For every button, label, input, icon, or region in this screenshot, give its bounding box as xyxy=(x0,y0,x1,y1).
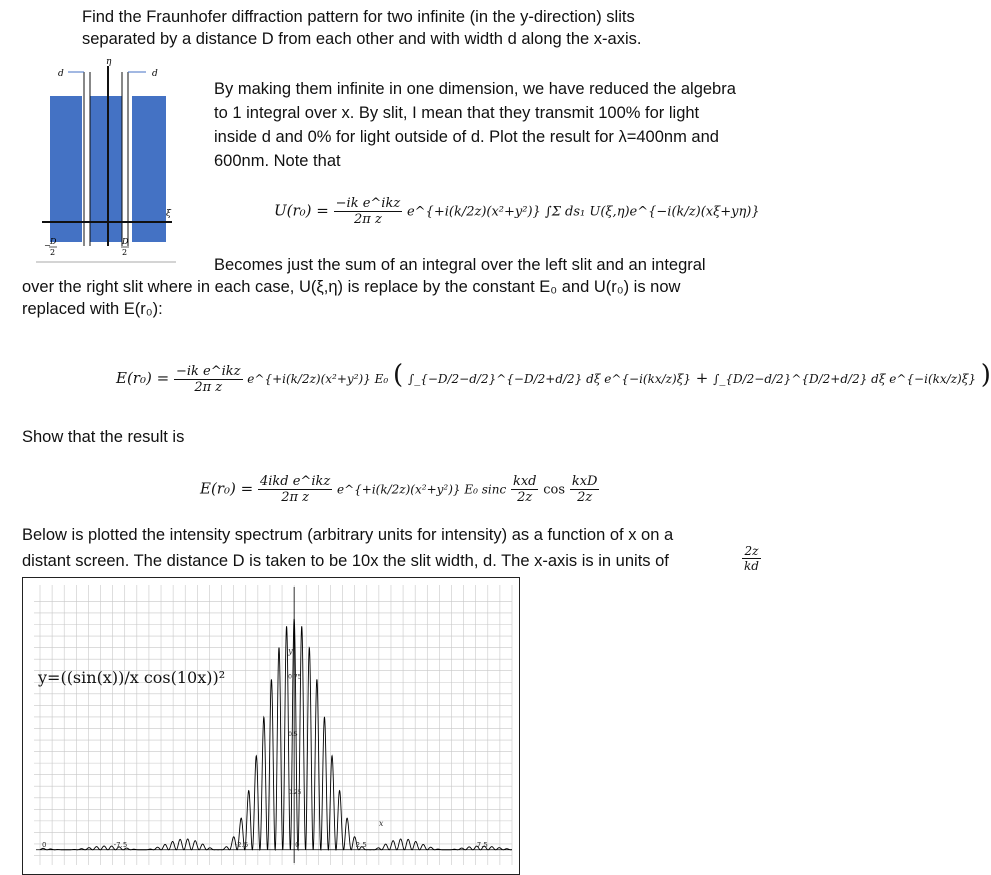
eq2-lhs: E(r₀) = xyxy=(116,369,170,387)
becomes-line-3: replaced with E(r₀): xyxy=(22,300,163,318)
equation-E-result xyxy=(200,474,599,505)
equation-E-integral: E(r₀) = $\frac{\text{−ik e\textasciicircum{}ikz}}{\text{2π z}}$ e^{+i(k/2z)(x²+y²)} E₀ ( ∫_{−D/2−d/2}^{−D/2+d/2} dξ e^{−i(kx/z)ξ} + ∫_{D/2−d/2}^{D/2+d/2} dξ e^{−i(kx/z)ξ} ) xyxy=(116,360,991,395)
x-axis-label: x xyxy=(378,818,384,828)
eq3-mid: e^{+i(k/2z)(x²+y²)} E₀ sinc xyxy=(336,482,507,497)
x-tick-label: 0 xyxy=(295,840,300,849)
eq3-sinc-num: kxd xyxy=(512,474,537,489)
x-tick-label: 7.5 xyxy=(476,840,488,849)
slit-bar-left xyxy=(50,96,82,242)
y-tick-label: 0.25 xyxy=(288,789,302,796)
eq3-cos: cos xyxy=(543,482,566,498)
show-text: Show that the result is xyxy=(22,428,185,446)
diagram-xi: ξ xyxy=(166,209,171,219)
eq2-plus: + xyxy=(695,369,709,387)
double-slit-diagram xyxy=(36,56,176,266)
chart-formula: y=((sin(x))/x cos(10x))² xyxy=(38,668,226,687)
eq2-mid: e^{+i(k/2z)(x²+y²)} E₀ xyxy=(247,372,389,386)
y-axis-label: y xyxy=(288,646,293,656)
eq2-den: 2π z xyxy=(194,379,223,395)
units-fraction xyxy=(742,544,761,573)
slit-bar-middle xyxy=(90,96,122,242)
eq1-den: 2π z xyxy=(354,212,382,227)
diagram-D2-den: 2 xyxy=(122,248,128,257)
diagram-D2-num: D xyxy=(122,237,129,246)
eq1-lhs: U(r₀) = xyxy=(274,201,329,220)
eq3-num: 4ikd e^ikz xyxy=(259,474,331,489)
diagram-minus-D2-num: D xyxy=(50,237,57,246)
below-line-2: distant screen. The distance D is taken to be 10x the slit width, d. The x-axis is in units of xyxy=(22,552,669,570)
becomes-line-2: over the right slit where in each case, U(ξ,η) is replace by the constant E₀ and U(r₀) is now xyxy=(22,278,681,296)
x-tick-label: 2.5 xyxy=(355,840,367,849)
svg-text:−: − xyxy=(44,241,51,250)
side-line-4: 600nm. Note that xyxy=(214,152,341,170)
origin-label: 0 xyxy=(42,840,47,849)
units-den: kd xyxy=(744,559,759,573)
diagram-d-left: d xyxy=(58,69,64,79)
eq3-cos-den: 2z xyxy=(577,490,593,505)
y-tick-label: 0.5 xyxy=(288,731,298,739)
diagram-d-right: d xyxy=(152,69,158,79)
eq2-num: −ik e^ikz xyxy=(175,363,241,379)
units-num: 2z xyxy=(742,544,761,559)
eq1-num: −ik e^ikz xyxy=(335,196,401,211)
becomes-line-1: Becomes just the sum of an integral over the left slit and an integral xyxy=(214,256,706,274)
eq2-int1: ∫_{−D/2−d/2}^{−D/2+d/2} dξ e^{−i(kx/z)ξ} xyxy=(407,372,691,386)
diagram-eta: η xyxy=(106,57,112,67)
x-tick-label: -7.5 xyxy=(113,840,128,849)
eq3-den: 2π z xyxy=(281,490,309,505)
intensity-chart xyxy=(22,577,520,875)
slit-bar-right xyxy=(132,96,166,242)
below-line-1: Below is plotted the intensity spectrum (arbitrary units for intensity) as a function of x on a xyxy=(22,526,674,544)
diagram-minus-D2-den: 2 xyxy=(50,248,56,257)
side-line-2: to 1 integral over x. By slit, I mean that they transmit 100% for light xyxy=(214,104,700,122)
intro-line-1: Find the Fraunhofer diffraction pattern for two infinite (in the y-direction) slits xyxy=(82,8,635,26)
eq1-tail: e^{+i(k/2z)(x²+y²)} ∫Σ ds₁ U(ξ,η)e^{−i(k/z)(xξ+yη)} xyxy=(406,204,760,220)
eq3-lhs: E(r₀) = xyxy=(200,479,254,498)
y-tick-label: 0.75 xyxy=(288,673,302,681)
equation-U xyxy=(274,196,760,227)
x-tick-label: -2.5 xyxy=(234,840,249,849)
intro-line-2: separated by a distance D from each other and with width d along the x-axis. xyxy=(82,30,642,48)
eq2-int2: ∫_{D/2−d/2}^{D/2+d/2} dξ e^{−i(kx/z)ξ} xyxy=(713,372,976,386)
side-line-1: By making them infinite in one dimension, we have reduced the algebra xyxy=(214,80,736,98)
side-line-3: inside d and 0% for light outside of d. Plot the result for λ=400nm and xyxy=(214,128,719,146)
eq3-cos-num: kxD xyxy=(571,474,598,489)
eq3-sinc-den: 2z xyxy=(517,490,533,505)
